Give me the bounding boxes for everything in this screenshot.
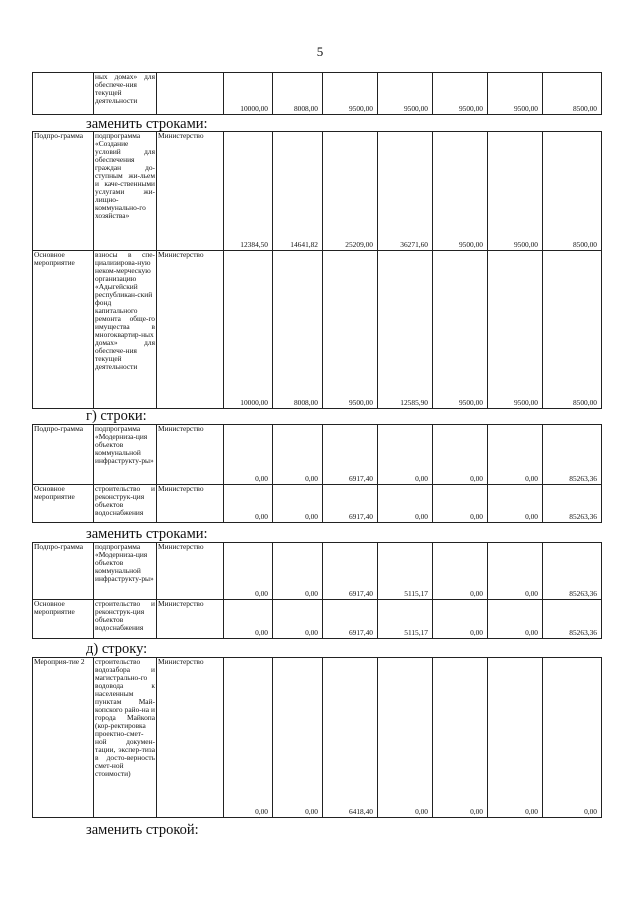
value-cell: 85263,36 — [543, 485, 602, 523]
row-description: строительство и реконструк-ция объектов водоснабжения — [94, 600, 157, 639]
value-cell: 0,00 — [224, 425, 273, 485]
value-cell: 9500,00 — [488, 132, 543, 251]
table-2-wrapper — [32, 131, 602, 409]
value-cell: 6917,40 — [323, 543, 378, 600]
value-cell: 0,00 — [433, 658, 488, 818]
row-type: Основное мероприятие — [33, 485, 94, 523]
value-cell: 0,00 — [224, 543, 273, 600]
value-cell: 9500,00 — [488, 73, 543, 115]
row-type: Подпро-грамма — [33, 543, 94, 600]
value-cell: 85263,36 — [543, 543, 602, 600]
table-row — [33, 73, 602, 115]
value-cell: 25209,00 — [323, 132, 378, 251]
row-organization: Министерство — [157, 600, 224, 639]
value-cell: 9500,00 — [378, 73, 433, 115]
row-description: строительство и реконструк-ция объектов водоснабжения — [94, 485, 157, 523]
value-cell: 9500,00 — [488, 251, 543, 409]
row-type: Основное мероприятие — [33, 251, 94, 409]
value-cell: 0,00 — [488, 658, 543, 818]
value-cell: 12384,50 — [224, 132, 273, 251]
value-cell: 6917,40 — [323, 425, 378, 485]
row-description: подпрограмма «Модерниза-ция объектов коммунальной инфраструкту-ры» — [94, 425, 157, 485]
table-row — [33, 658, 602, 818]
table-3 — [32, 424, 602, 523]
value-cell: 0,00 — [378, 485, 433, 523]
value-cell: 0,00 — [378, 658, 433, 818]
value-cell: 0,00 — [488, 600, 543, 639]
value-cell: 0,00 — [224, 658, 273, 818]
section-heading: заменить строкой: — [86, 822, 199, 838]
row-type: Основное мероприятие — [33, 600, 94, 639]
value-cell: 0,00 — [378, 425, 433, 485]
value-cell: 6917,40 — [323, 600, 378, 639]
table-top-wrapper — [32, 72, 602, 115]
value-cell: 36271,60 — [378, 132, 433, 251]
value-cell: 0,00 — [273, 425, 323, 485]
table-5 — [32, 657, 602, 818]
value-cell: 10000,00 — [224, 73, 273, 115]
row-type: Подпро-грамма — [33, 132, 94, 251]
row-organization: Министерство — [157, 485, 224, 523]
page-number: 5 — [316, 44, 324, 59]
row-description: ных домах» для обеспече-ния текущей деятельности — [94, 73, 157, 115]
value-cell: 5115,17 — [378, 543, 433, 600]
row-description: подпрограмма «Создание условий для обеспечения граждан до-ступным жи-льем и каче-ственными услугами жи-лищно-коммунально-го хозяйства» — [94, 132, 157, 251]
value-cell: 5115,17 — [378, 600, 433, 639]
value-cell: 6418,40 — [323, 658, 378, 818]
value-cell: 12585,90 — [378, 251, 433, 409]
value-cell: 8500,00 — [543, 132, 602, 251]
value-cell: 0,00 — [433, 485, 488, 523]
table-row — [33, 425, 602, 485]
value-cell: 9500,00 — [433, 251, 488, 409]
value-cell: 85263,36 — [543, 600, 602, 639]
row-organization: Министерство — [157, 658, 224, 818]
section-heading: заменить строками: — [86, 116, 208, 132]
row-type: Подпро-грамма — [33, 425, 94, 485]
table-row — [33, 600, 602, 639]
value-cell: 0,00 — [488, 485, 543, 523]
value-cell: 9500,00 — [323, 73, 378, 115]
value-cell: 0,00 — [433, 425, 488, 485]
table-row — [33, 251, 602, 409]
table-3-wrapper — [32, 424, 602, 523]
table-row — [33, 485, 602, 523]
table-row — [33, 132, 602, 251]
value-cell: 0,00 — [273, 600, 323, 639]
value-cell: 0,00 — [488, 425, 543, 485]
value-cell: 14641,82 — [273, 132, 323, 251]
value-cell: 8008,00 — [273, 251, 323, 409]
value-cell: 8500,00 — [543, 73, 602, 115]
table-row — [33, 543, 602, 600]
section-heading: д) строку: — [86, 641, 148, 657]
row-organization: Министерство — [157, 251, 224, 409]
row-description: строительство водозабора и магистрально-го водовода к населенным пунктам Май-копского райо-на и города Майкопа (кор-ректировка проектно-смет-ной докумен-тации, экспер-тиза в досто-верность смет-ной стоимости) — [94, 658, 157, 818]
value-cell: 0,00 — [273, 658, 323, 818]
value-cell: 0,00 — [543, 658, 602, 818]
row-description: подпрограмма «Модерниза-ция объектов коммунальной инфраструкту-ры» — [94, 543, 157, 600]
table-4 — [32, 542, 602, 639]
section-heading: г) строки: — [86, 408, 147, 424]
value-cell: 6917,40 — [323, 485, 378, 523]
value-cell: 0,00 — [273, 543, 323, 600]
table-top — [32, 72, 602, 115]
value-cell: 0,00 — [273, 485, 323, 523]
row-type: Мероприя-тие 2 — [33, 658, 94, 818]
value-cell: 8500,00 — [543, 251, 602, 409]
section-heading: заменить строками: — [86, 526, 208, 542]
value-cell: 9500,00 — [433, 73, 488, 115]
row-organization: Министерство — [157, 132, 224, 251]
value-cell: 0,00 — [433, 600, 488, 639]
row-organization: Министерство — [157, 425, 224, 485]
value-cell: 0,00 — [488, 543, 543, 600]
row-organization — [157, 73, 224, 115]
row-type — [33, 73, 94, 115]
value-cell: 85263,36 — [543, 425, 602, 485]
value-cell: 0,00 — [224, 600, 273, 639]
value-cell: 0,00 — [433, 543, 488, 600]
table-5-wrapper — [32, 657, 602, 818]
value-cell: 0,00 — [224, 485, 273, 523]
table-4-wrapper — [32, 542, 602, 639]
row-description: взносы в спе-циализирова-ную неком-мерческую организацию «Адыгейский республикан-ский фонд капитального ремонта обще-го имущества в многоквартир-ных домах» для обеспече-ния текущей деятельности — [94, 251, 157, 409]
value-cell: 9500,00 — [433, 132, 488, 251]
value-cell: 9500,00 — [323, 251, 378, 409]
table-2 — [32, 131, 602, 409]
value-cell: 8008,00 — [273, 73, 323, 115]
value-cell: 10000,00 — [224, 251, 273, 409]
row-organization: Министерство — [157, 543, 224, 600]
